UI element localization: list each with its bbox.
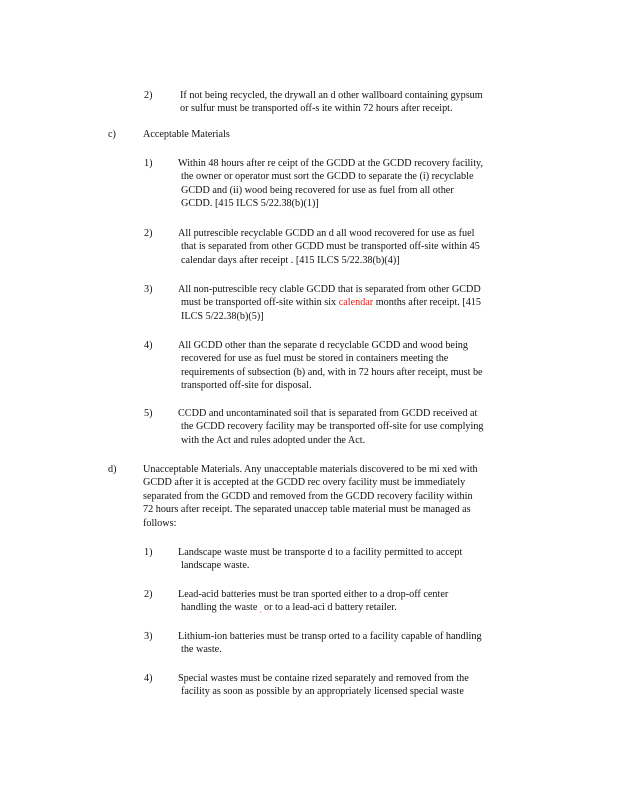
item-number: 4) — [144, 673, 153, 684]
text-line: calendar days after receipt . [415 ILCS 5/22.38(b)(4)] — [181, 254, 400, 266]
text-line: All putrescible recyclable GCDD an d all wood recovered for use as fuel — [178, 228, 475, 239]
text-line: Landscape waste must be transporte d to a facility permitted to accept — [178, 547, 463, 558]
text-line: Unacceptable Materials. Any unacceptable materials discovered to be mi xed with — [143, 464, 478, 475]
text-line: landscape waste. — [181, 560, 250, 572]
paragraph — [178, 283, 538, 323]
item-number: 1) — [144, 547, 153, 558]
text-line: 72 hours after receipt. The separated unaccep table material must be managed as — [143, 504, 471, 516]
item-number: 1) — [144, 158, 153, 169]
paragraph — [178, 339, 538, 393]
text-line: CCDD and uncontaminated soil that is separated from GCDD received at — [178, 408, 478, 419]
section-heading — [143, 128, 443, 141]
item-number: 2) — [144, 228, 153, 239]
paragraph — [178, 672, 538, 699]
text-line: Special wastes must be containe rized separately and removed from the — [178, 673, 469, 684]
text-line — [178, 601, 538, 618]
text-segment: or to a lead-aci d battery retailer. — [263, 602, 397, 614]
text-line: Within 48 hours after re ceipt of the GCDD at the GCDD recovery facility, — [178, 158, 484, 169]
paragraph — [178, 157, 538, 211]
paragraph — [178, 546, 538, 573]
text-line: GCDD and (ii) wood being recovered for use as fuel from all other — [181, 184, 454, 196]
text-segment: months after receipt. [415 — [373, 297, 481, 309]
paragraph — [180, 89, 530, 116]
paragraph — [178, 227, 538, 267]
section-letter: d) — [108, 464, 117, 475]
text-line: or sulfur must be transported off-s ite within 72 hours after receipt. — [180, 103, 453, 115]
text-segment: must be transported off-site within six — [181, 297, 339, 309]
text-line: the GCDD recovery facility may be transported off-site for use complying — [181, 421, 484, 433]
text-line: Acceptable Materials — [143, 129, 230, 140]
text-line: All GCDD other than the separate d recyclable GCDD and wood being — [178, 340, 468, 351]
text-line: facility as soon as possible by an appropriately licensed special waste — [181, 686, 464, 698]
item-number: 2) — [144, 589, 153, 600]
paragraph — [178, 588, 538, 619]
text-line: GCDD. [415 ILCS 5/22.38(b)(1)] — [181, 198, 319, 210]
text-line: that is separated from other GCDD must be transported off-site within 45 — [181, 241, 480, 253]
text-segment: handling the waste — [181, 602, 260, 614]
item-number: 5) — [144, 408, 153, 419]
text-line — [178, 296, 538, 309]
text-line: requirements of subsection (b) and, with in 72 hours after receipt, must be — [181, 366, 483, 378]
item-number: 3) — [144, 284, 153, 295]
text-line: Lithium-ion batteries must be transp orted to a facility capable of handling — [178, 631, 482, 642]
paragraph — [178, 630, 538, 657]
paragraph — [178, 407, 538, 447]
text-line: the waste. — [181, 644, 222, 656]
text-line: Lead-acid batteries must be tran sported either to a drop-off center — [178, 589, 449, 600]
item-number: 4) — [144, 340, 153, 351]
item-number: 2) — [144, 90, 153, 101]
text-line: ILCS 5/22.38(b)(5)] — [181, 310, 264, 322]
text-line: GCDD after it is accepted at the GCDD rec overy facility must be immediately — [143, 477, 466, 489]
text-line: If not being recycled, the drywall an d other wallboard containing gypsum — [180, 90, 483, 101]
text-line: follows: — [143, 517, 177, 529]
highlighted-word: calendar — [338, 297, 374, 309]
text-line: transported off-site for disposal. — [181, 380, 312, 392]
text-line: with the Act and rules adopted under the Act. — [181, 434, 366, 446]
item-number: 3) — [144, 631, 153, 642]
text-line: recovered for use as fuel must be stored in containers meeting the — [181, 353, 449, 365]
text-line: the owner or operator must sort the GCDD to separate the (i) recyclable — [181, 171, 474, 183]
section-letter: c) — [108, 129, 116, 140]
text-line: separated from the GCDD and removed from the GCDD recovery facility within — [143, 490, 473, 502]
paragraph — [143, 463, 543, 530]
stray-mark: , — [259, 608, 262, 615]
text-line: All non-putrescible recy clable GCDD that is separated from other GCDD — [178, 284, 481, 295]
